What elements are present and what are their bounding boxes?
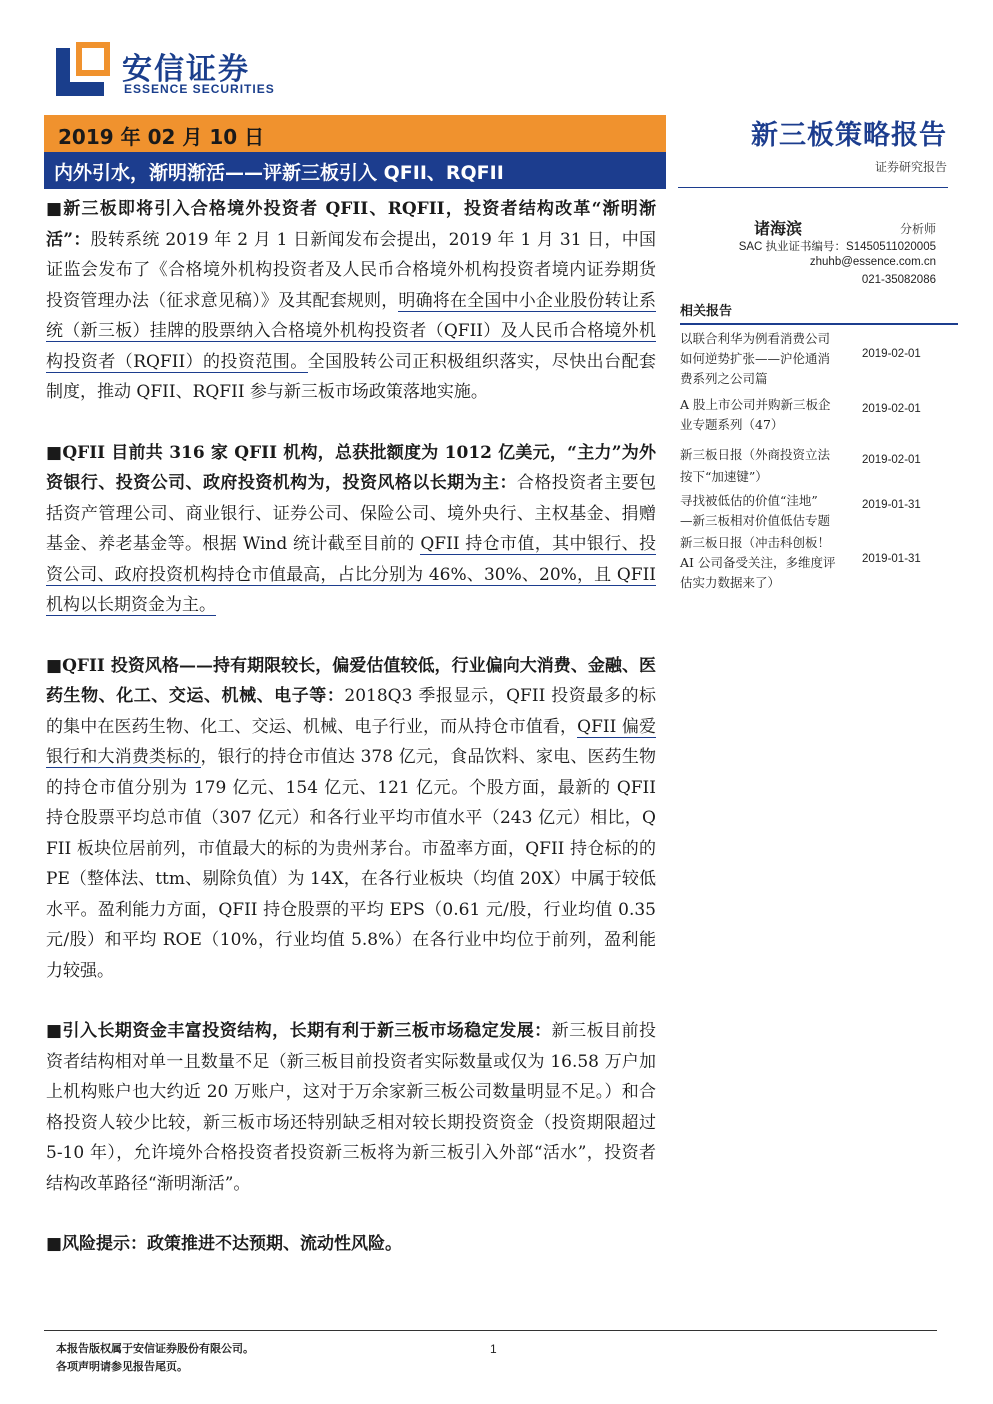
- related-item-date: 2019-02-01: [862, 348, 921, 360]
- related-item[interactable]: [680, 487, 950, 529]
- company-logo: [56, 42, 306, 98]
- related-item[interactable]: [680, 529, 950, 595]
- date-bar: [44, 115, 666, 152]
- paragraph-risk: [46, 1229, 656, 1260]
- footer-copyright: 本报告版权属于安信证券股份有限公司。: [56, 1342, 254, 1355]
- underlined-text: QFII 偏爱银行和大消费类标的: [46, 716, 656, 767]
- main-body: [46, 194, 656, 1260]
- related-item-line: A 股上市公司并购新三板企: [680, 397, 831, 412]
- report-date: 2019 年 02 月 10 日: [58, 125, 265, 149]
- page-number: 1: [490, 1342, 497, 1356]
- paragraph-text: 合格投资者主要包括资产管理公司、商业银行、证券公司、保险公司、境外央行、主权基金、捐赠基金、养老基金等。根据 Wind 统计截至目前的: [46, 473, 657, 554]
- paragraph-heading: ■QFII 投资风格——持有期限较长，偏爱估值较低，行业偏向大消费、金融、医药生物、化工、交运、机械、电子等：: [46, 655, 656, 706]
- related-item-line: 费系列之公司篇: [680, 371, 768, 386]
- paragraph-heading: ■风险提示：政策推进不达预期、流动性风险。: [46, 1234, 403, 1254]
- related-item-line: —新三板相对价值低估专题: [680, 513, 831, 528]
- related-title: 相关报告: [680, 300, 958, 325]
- related-item[interactable]: [680, 447, 950, 487]
- related-item-line: AI 公司备受关注，多维度评: [680, 555, 836, 570]
- logo-name-cn: 安信证券: [122, 52, 250, 87]
- related-item-date: 2019-02-01: [862, 403, 921, 415]
- paragraph-qfii-style: [46, 651, 656, 987]
- analyst-sac: SAC 执业证书编号：S1450511020005: [738, 241, 936, 253]
- paragraph-heading: ■引入长期资金丰富投资结构，长期有利于新三板市场稳定发展：: [46, 1021, 552, 1041]
- analyst-role: 分析师: [899, 222, 936, 236]
- underlined-text: 明确将在全国中小企业股份转让系统（新三板）挂牌的股票纳入合格境外机构投资者（QFII）及人民币合格境外机构投资者（RQFII）的投资范围。: [46, 290, 657, 372]
- related-item-line: 新三板日报（外商投资立法: [680, 447, 831, 462]
- related-item-date: 2019-01-31: [862, 553, 921, 565]
- related-item[interactable]: [680, 389, 950, 447]
- paragraph-heading: ■QFII 目前共 316 家 QFII 机构，总获批额度为 1012 亿美元，“主力”为外资银行、投资公司、政府投资机构为，投资风格以长期为主：: [46, 442, 656, 493]
- logo-mark-icon: [56, 42, 110, 96]
- related-item-date: 2019-02-01: [862, 454, 921, 466]
- related-reports: [680, 300, 950, 595]
- paragraph-text: 股转系统 2019 年 2 月 1 日新闻发布会提出，2019 年 1 月 31 日，中国证监会发布了《合格境外机构投资者及人民币合格境外机构投资者境内证券期货投资管理办法（征求意见稿）》及其配套规则，: [46, 229, 656, 311]
- right-divider: [678, 187, 948, 188]
- related-item-line: 业专题系列（47）: [680, 417, 784, 432]
- analyst-email[interactable]: zhuhb@essence.com.cn: [809, 256, 936, 268]
- report-type: 新三板策略报告: [751, 120, 947, 151]
- logo-name-en: ESSENCE SECURITIES: [124, 82, 275, 96]
- underlined-text: QFII 持仓市值，其中银行、投资公司、政府投资机构持仓市值最高，占比分别为 46%、30%、20%，且 QFII 机构以长期资金为主。: [46, 534, 656, 615]
- related-item-date: 2019-01-31: [862, 499, 921, 511]
- related-item-line: 新三板日报（冲击科创板！: [680, 535, 831, 550]
- paragraph-qfii-intro: [46, 194, 656, 408]
- related-item[interactable]: [680, 325, 950, 386]
- title-bar: [44, 152, 666, 189]
- analyst-phone: 021-35082086: [861, 274, 936, 286]
- paragraph-heading: ■新三板即将引入合格境外投资者 QFII、RQFII，投资者结构改革“渐明渐活”：: [46, 199, 656, 250]
- analyst-name: 诸海滨: [754, 219, 803, 238]
- report-title: 内外引水，渐明渐活——评新三板引入 QFII、RQFII: [54, 162, 504, 184]
- footer-disclaimer: 各项声明请参见报告尾页。: [56, 1360, 188, 1373]
- related-item-line: 以联合利华为例看消费公司: [680, 331, 831, 346]
- report-subtype: 证券研究报告: [874, 160, 947, 174]
- footer-divider: [44, 1330, 937, 1331]
- paragraph-text: ，银行的持仓市值达 378 亿元，食品饮料、家电、医药生物的持仓市值分别为 179 亿元、154 亿元、121 亿元。个股方面，最新的 QFII 持仓股票平均总市值（307 亿元）和各行业平均市值水平（243 亿元）相比，QFII 板块位居前列，市值最大的标的为贵州茅台。市盈率方面，QFII 持仓标的的 PE（整体法、ttm、剔除负值）为 14X，在各行业板块（均值 20X）中属于较低水平。盈利能力方面，QFII 持仓股票的平均 EPS（0.61 元/股，行业均值 0.35 元/股）和平均 ROE（10%，行业均值 5.8%）在各行业中均位于前列，盈利能力较强。: [46, 747, 657, 981]
- paragraph-text: 全国股转公司正积极组织落实，尽快出台配套制度，推动 QFII、RQFII 参与新三板市场政策落地实施。: [46, 351, 657, 402]
- paragraph-qfii-count: [46, 438, 656, 621]
- related-item-line: 寻找被低估的价值“洼地”: [680, 493, 818, 508]
- related-item-line: 估实力数据来了）: [680, 575, 781, 590]
- related-item-line: 如何逆势扩张——沪伦通消: [680, 351, 831, 366]
- related-item-line: 按下“加速键”）: [680, 469, 768, 484]
- paragraph-text: 新三板目前投资者结构相对单一且数量不足（新三板目前投资者实际数量或仅为 16.58 万户加上机构账户也大约近 20 万账户，这对于万余家新三板公司数量明显不足。）和合格投资人较少比较，新三板市场还特别缺乏相对较长期投资资金（投资期限超过 5-10 年），允许境外合格投资者投资新三板将为新三板引入外部“活水”，投资者结构改革路径“渐明渐活”。: [46, 1021, 656, 1194]
- paragraph-long-term-capital: [46, 1016, 656, 1199]
- paragraph-text: 2018Q3 季报显示，QFII 投资最多的标的集中在医药生物、化工、交运、机械、电子行业，而从持仓市值看，: [46, 686, 656, 737]
